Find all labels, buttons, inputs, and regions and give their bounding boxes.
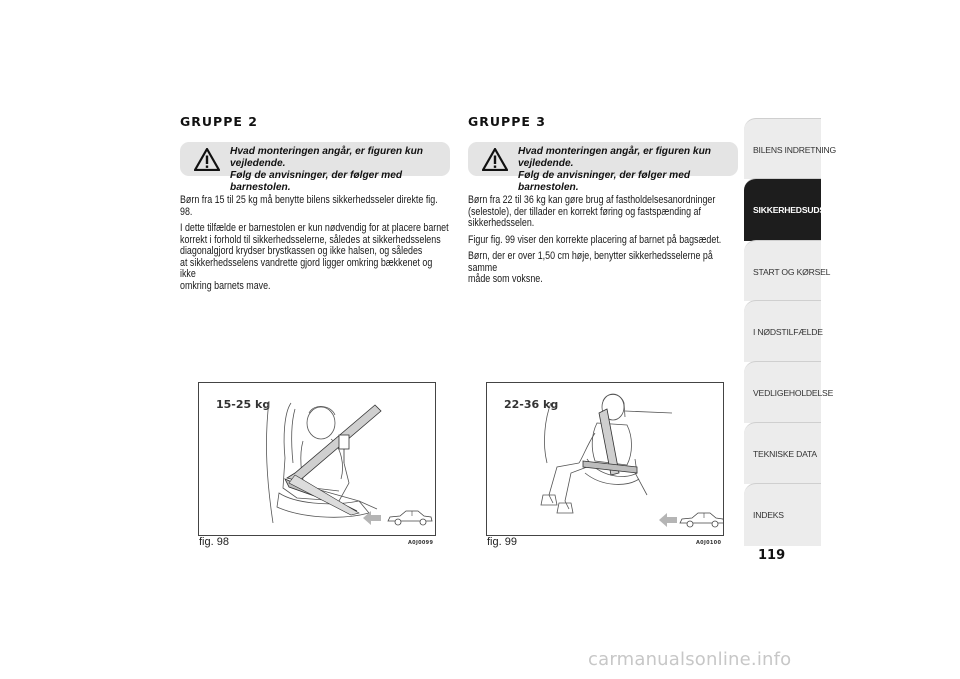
figure-code: A0J0100 xyxy=(696,540,722,546)
text-line: (selestole), der tillader en korrekt føring og fastspænding af xyxy=(468,205,701,218)
text-line: omkring barnets mave. xyxy=(180,279,271,292)
text-line: I dette tilfælde er barnestolen er kun nødvendig for at placere barnet xyxy=(180,222,449,234)
figure-98 xyxy=(198,382,436,536)
paragraph xyxy=(180,223,449,292)
tab-label: SIKKERHEDSUDSTYR xyxy=(753,205,842,215)
tab-label: INDEKS xyxy=(753,510,784,520)
text-line: at sikkerhedsselens vandrette gjord ligger omkring bækkenet og ikke xyxy=(180,256,433,280)
warning-text-right xyxy=(518,146,743,194)
text-line: måde som voksne. xyxy=(468,273,543,285)
figure-caption: fig. 99 xyxy=(487,536,517,548)
warning-text-left xyxy=(230,146,455,194)
heading-gruppe-2: GRUPPE 2 xyxy=(180,114,258,129)
figure-99 xyxy=(486,382,724,536)
tab-tekniske-data[interactable] xyxy=(744,422,821,484)
tab-sikkerhedsudstyr[interactable] xyxy=(744,178,842,241)
tab-bilens-indretning[interactable] xyxy=(744,118,837,179)
page-number: 119 xyxy=(758,548,786,563)
tab-indeks[interactable] xyxy=(744,483,821,546)
body-text-right xyxy=(468,195,737,291)
tab-start-og-korsel[interactable] xyxy=(744,240,831,301)
tab-i-nodstilfaelde[interactable] xyxy=(744,300,821,362)
watermark: carmanualsonline.info xyxy=(588,649,792,670)
paragraph: Figur fig. 99 viser den korrekte placering af barnet på bagsædet. xyxy=(468,233,722,246)
warning-triangle-icon xyxy=(194,148,220,171)
warning-box-right xyxy=(468,142,738,193)
text-line: Børn, der er over 1,50 cm høje, benytter sikkerhedsselerne på samme xyxy=(468,250,713,274)
tab-label: TEKNISKE DATA xyxy=(753,449,817,459)
body-text-left xyxy=(180,195,449,297)
car-side-icon xyxy=(678,511,724,529)
warning-triangle-icon xyxy=(482,148,508,171)
figure-caption: fig. 98 xyxy=(199,536,229,548)
warning-line: Hvad monteringen angår, er figuren kun vejledende. xyxy=(230,146,424,169)
warning-line: Følg de anvisninger, der følger med barnestolen. xyxy=(230,170,403,193)
paragraph: Børn fra 15 til 25 kg må benytte bilens sikkerhedsseler direkte fig. 98. xyxy=(180,194,438,218)
figure-weight-label: 22-36 kg xyxy=(504,398,559,411)
warning-box-left xyxy=(180,142,450,193)
text-line: sikkerhedsselen. xyxy=(468,217,535,229)
tab-vedligeholdelse[interactable] xyxy=(744,361,834,423)
text-line: Børn fra 22 til 36 kg kan gøre brug af fastholdelsesanordninger xyxy=(468,194,716,206)
tab-label: START OG KØRSEL xyxy=(753,267,831,277)
figure-code: A0J0099 xyxy=(408,540,434,546)
car-side-icon xyxy=(386,509,434,527)
heading-gruppe-3: GRUPPE 3 xyxy=(468,114,546,129)
paragraph xyxy=(468,251,737,286)
warning-line: Hvad monteringen angår, er figuren kun vejledende. xyxy=(518,146,712,169)
tab-label: I NØDSTILFÆLDE xyxy=(753,327,823,337)
text-line: korrekt i forhold til sikkerhedsselerne, således at sikkerhedsselens xyxy=(180,233,441,246)
paragraph xyxy=(468,195,737,230)
text-line: diagonalgjord krydser brystkassen og ikke halsen, og således xyxy=(180,245,423,257)
figure-weight-label: 15-25 kg xyxy=(216,398,271,411)
warning-line: Følg de anvisninger, der følger med barnestolen. xyxy=(518,170,691,193)
tab-label: VEDLIGEHOLDELSE xyxy=(753,388,834,398)
tab-label: BILENS INDRETNING xyxy=(753,145,837,155)
